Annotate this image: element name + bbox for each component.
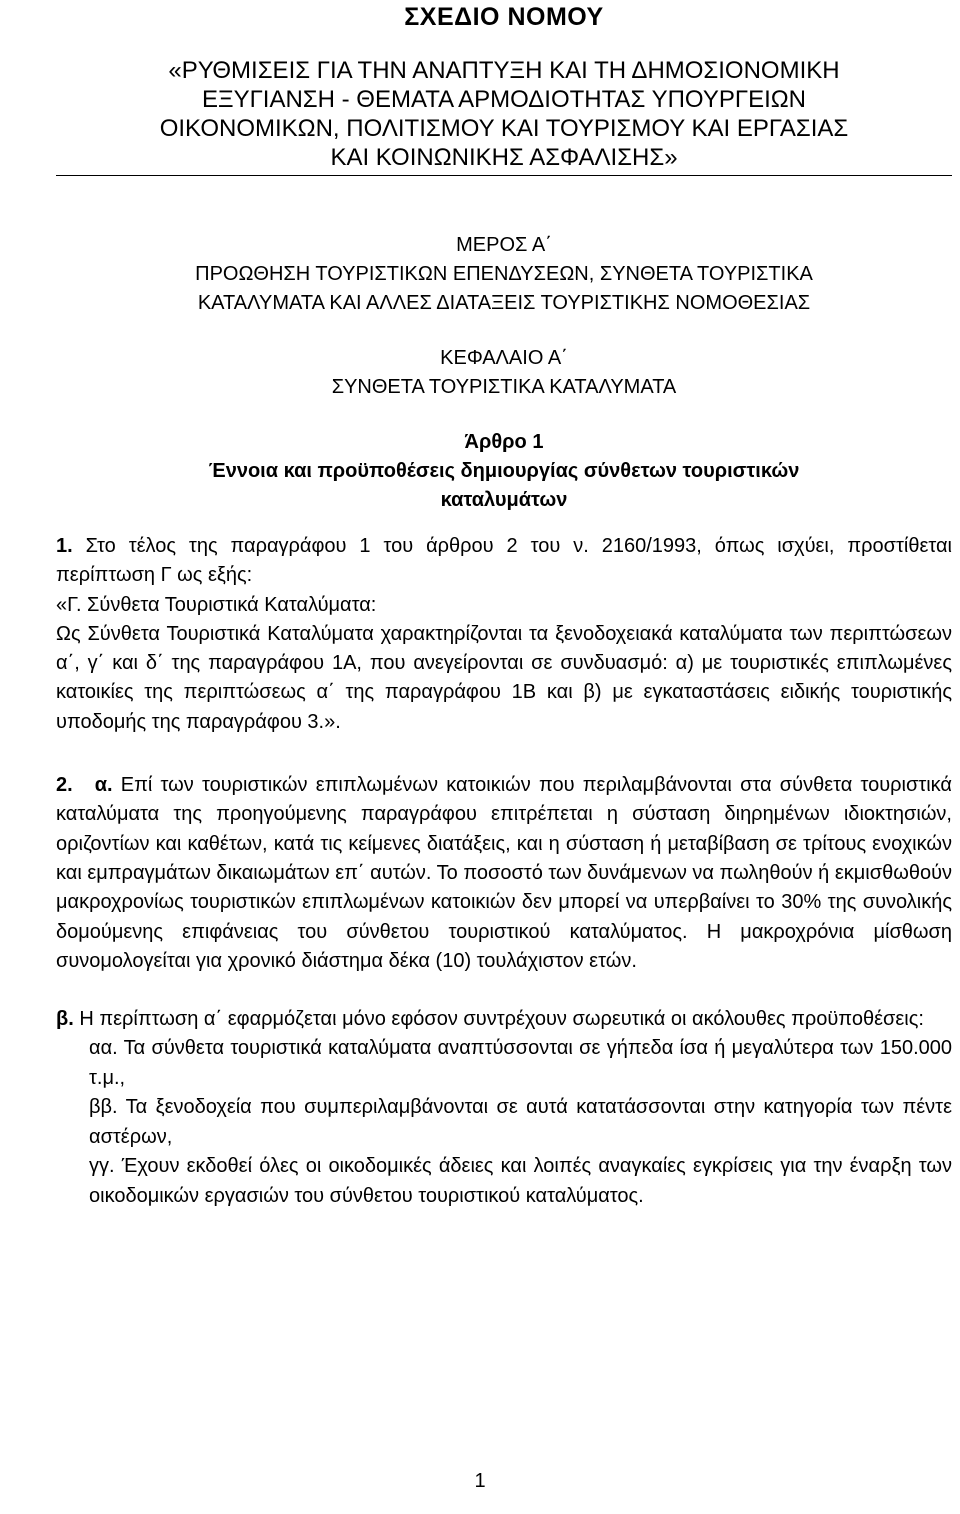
paragraph-text: Στο τέλος της παραγράφου 1 του άρθρου 2 του ν. 2160/1993, όπως ισχύει, προστίθεται περίπτωση Γ ως εξής: (56, 535, 952, 587)
chapter-heading-line: ΚΕΦΑΛΑΙΟ Α΄ (440, 347, 568, 369)
quoted-heading: «Γ. Σύνθετα Τουριστικά Καταλύματα: (56, 593, 377, 616)
bill-title-line: ΚΑΙ ΚΟΙΝΩΝΙΚΗΣ ΑΣΦΑΛΙΣΗΣ» (330, 144, 678, 171)
quoted-body: Ως Σύνθετα Τουριστικά Καταλύματα χαρακτηρίζονται τα ξενοδοχειακά καταλύματα των περιπτώσεων α΄, γ΄ και δ΄ της παραγράφου 1Α, που ανεγείρονται σε συνδυασμό: α) με τουριστικές επιπλωμένες κατοικίες της περιπτώσεως α΄ της παραγράφου 1Β και β) με εγκαταστάσεις ειδικής τουριστικής υποδομής της παραγράφου 3.». (56, 622, 952, 733)
chapter-heading-line: ΣΥΝΘΕΤΑ ΤΟΥΡΙΣΤΙΚΑ ΚΑΤΑΛΥΜΑΤΑ (331, 376, 677, 398)
document-title: ΣΧΕΔΙΟ ΝΟΜΟΥ (404, 3, 604, 31)
bill-title (56, 56, 952, 176)
part-heading-line: ΠΡΟΩΘΗΣΗ ΤΟΥΡΙΣΤΙΚΩΝ ΕΠΕΝΔΥΣΕΩΝ, ΣΥΝΘΕΤΑ ΤΟΥΡΙΣΤΙΚΑ (195, 263, 813, 285)
document-page (56, 0, 952, 1514)
paragraph-text: Επί των τουριστικών επιπλωμένων κατοικιών που περιλαμβάνονται στα σύνθετα τουριστικά καταλύματα της προηγούμενης παραγράφου επιτρέπεται η σύσταση διηρημένων ιδιοκτησιών, οριζοντίων και καθέτων, κατά τις κείμενες διατάξεις, και η σύσταση ή μεταβίβαση σε τρίτους ενοχικών και εμπραγμάτων δικαιωμάτων επ΄ αυτών. Το ποσοστό των δυνάμενων να πωληθούν ή εκμισθωθούν μακροχρονίως τουριστικών επιπλωμένων κατοικιών δεν μπορεί να υπερβαίνει το 30% της συνολικής δομούμενης επιφάνειας του σύνθετου τουριστικού καταλύματος. Η μακροχρόνια μίσθωση συνομολογείται για χρονικό διάστημα δέκα (10) τουλάχιστον ετών. (56, 774, 952, 972)
list-item: γγ. Έχουν εκδοθεί όλες οι οικοδομικές άδειες και λοιπές αναγκαίες εγκρίσεις για την έναρξη των οικοδομικών εργασιών του σύνθετου τουριστικού καταλύματος. (89, 1155, 952, 1207)
chapter-heading (56, 344, 952, 402)
bill-title-line: ΟΙΚΟΝΟΜΙΚΩΝ, ΠΟΛΙΤΙΣΜΟΥ ΚΑΙ ΤΟΥΡΙΣΜΟΥ ΚΑΙ ΕΡΓΑΣΙΑΣ (159, 115, 849, 142)
part-heading (56, 231, 952, 318)
article-heading-line: Έννοια και προϋποθέσεις δημιουργίας σύνθετων τουριστικών (208, 460, 800, 482)
paragraph-2 (56, 771, 952, 976)
page-number: 1 (474, 1470, 486, 1492)
paragraph-number: 1. (56, 535, 73, 557)
article-heading-line: Άρθρο 1 (464, 431, 544, 453)
bill-title-line: ΕΞΥΓΙΑΝΣΗ - ΘΕΜΑΤΑ ΑΡΜΟΔΙΟΤΗΤΑΣ ΥΠΟΥΡΓΕΙΩΝ (201, 86, 807, 113)
article-heading-line: καταλυμάτων (440, 489, 568, 511)
bill-title-line: «ΡΥΘΜΙΣΕΙΣ ΓΙΑ ΤΗΝ ΑΝΑΠΤΥΞΗ ΚΑΙ ΤΗ ΔΗΜΟΣΙΟΝΟΜΙΚΗ (168, 57, 840, 84)
paragraph-3 (56, 1005, 952, 1034)
article-heading (56, 428, 952, 515)
subparagraph-number: β. (56, 1008, 74, 1031)
paragraph-1 (56, 532, 952, 591)
part-heading-line: ΚΑΤΑΛΥΜΑΤΑ ΚΑΙ ΑΛΛΕΣ ΔΙΑΤΑΞΕΙΣ ΤΟΥΡΙΣΤΙΚΗΣ ΝΟΜΟΘΕΣΙΑΣ (197, 292, 811, 314)
subparagraph-number: α. (94, 774, 113, 797)
paragraph-number: 2. (56, 774, 73, 797)
list-item: ββ. Τα ξενοδοχεία που συμπεριλαμβάνονται σε αυτά κατατάσσονται στην κατηγορία των πέντε αστέρων, (89, 1096, 952, 1148)
paragraph-text: Η περίπτωση α΄ εφαρμόζεται μόνο εφόσον συντρέχουν σωρευτικά οι ακόλουθες προϋποθέσεις: (73, 1008, 924, 1031)
part-heading-line: ΜΕΡΟΣ Α΄ (456, 234, 552, 256)
list-item: αα. Τα σύνθετα τουριστικά καταλύματα αναπτύσσονται σε γήπεδα ίσα ή μεγαλύτερα των 150.000 τ.μ., (89, 1037, 952, 1089)
